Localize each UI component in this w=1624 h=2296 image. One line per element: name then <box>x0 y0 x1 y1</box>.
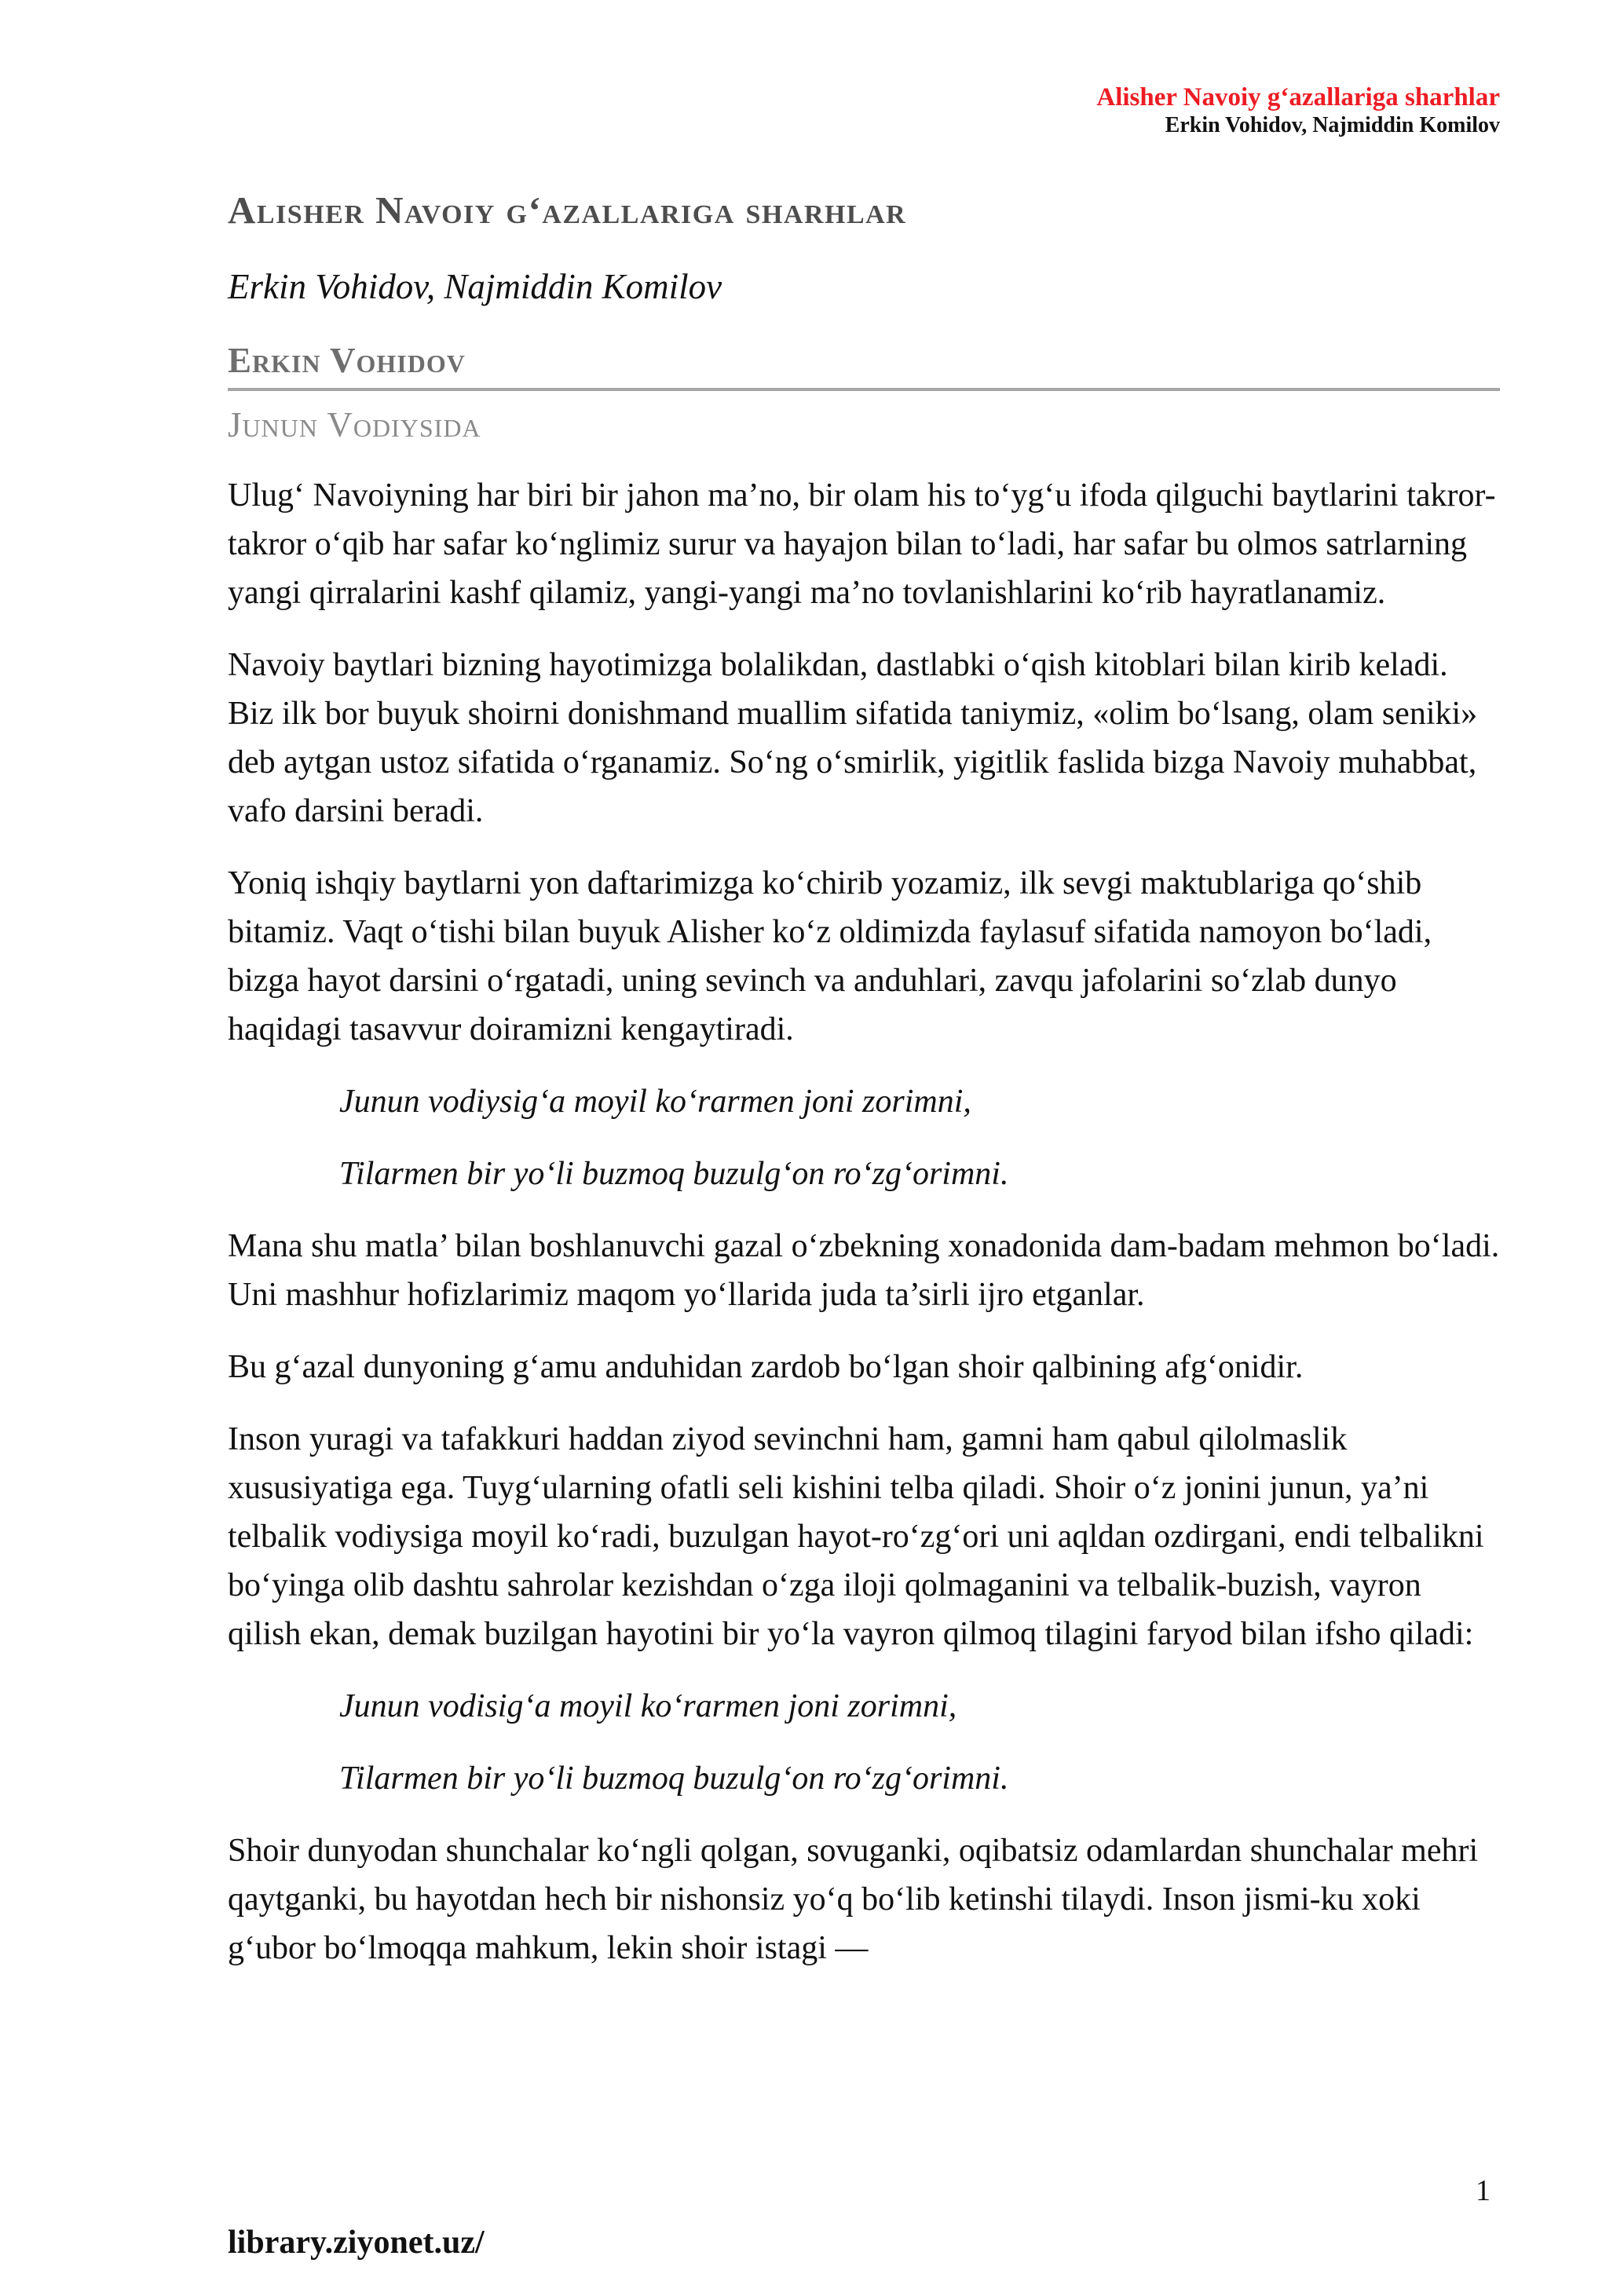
verse-quote-2 <box>228 1682 1500 1803</box>
running-header <box>228 83 1500 138</box>
verse-quote-1 <box>228 1077 1500 1198</box>
body-paragraph: Yoniq ishqiy baytlarni yon daftarimizga ko‘chirib yozamiz, ilk sevgi maktublariga qo‘shib bitamiz. Vaqt o‘tishi bilan buyuk Alisher ko‘z oldimizda faylasuf sifatida namoyon bo‘ladi, bizga hayot darsini o‘rgatadi, uning sevinch va anduhlari, zavqu jafolarini so‘zlab dunyo haqidagi tasavvur doiramizni kengaytiradi. <box>228 865 1432 1047</box>
body-paragraph: Ulug‘ Navoiyning har biri bir jahon ma’no, bir olam his to‘yg‘u ifoda qilguchi baytlarini takror-takror o‘qib har safar ko‘nglimiz surur va hayajon bilan to‘ladi, har safar bu olmos satrlarning yangi qirralarini kashf qilamiz, yangi-yangi ma’no tovlanishlarini ko‘rib hayratlanamiz. <box>228 477 1496 611</box>
footer-site-url[interactable]: library.ziyonet.uz/ <box>228 2225 485 2261</box>
body-paragraph: Navoiy baytlari bizning hayotimizga bolalikdan, dastlabki o‘qish kitoblari bilan kirib keladi. Biz ilk bor buyuk shoirni donishmand muallim sifatida taniymiz, «olim bo‘lsang, olam seniki» deb aytgan ustoz sifatida o‘rganamiz. So‘ng o‘smirlik, yigitlik faslida bizga Navoiy muhabbat, vafo darsini beradi. <box>228 646 1478 829</box>
page-number: 1 <box>1476 2174 1490 2207</box>
chapter-heading: Junun Vodiysida <box>228 404 481 444</box>
document-byline: Erkin Vohidov, Najmiddin Komilov <box>228 267 722 307</box>
verse-line: Junun vodiysig‘a moyil ko‘rarmen joni zorimni, <box>339 1083 971 1120</box>
author-section-heading: Erkin Vohidov <box>228 341 1500 391</box>
running-header-authors: Erkin Vohidov, Najmiddin Komilov <box>1165 112 1500 137</box>
body-paragraph: Inson yuragi va tafakkuri haddan ziyod sevinchni ham, gamni ham qabul qilolmaslik xususiyatiga ega. Tuyg‘ularning ofatli seli kishini telba qiladi. Shoir o‘z jonini junun, ya’ni telbalik vodiysiga moyil ko‘radi, buzulgan hayot-ro‘zg‘ori uni aqldan ozdirgani, endi telbalikni bo‘yinga olib dashtu sahrolar kezishdan o‘zga iloji qolmaganini va telbalik-buzish, vayron qilish ekan, demak buzilgan hayotini bir yo‘la vayron qilmoq tilagini faryod bilan ifsho qiladi: <box>228 1420 1484 1652</box>
verse-line: Junun vodisig‘a moyil ko‘rarmen joni zorimni, <box>339 1687 957 1724</box>
document-title: Alisher Navoiy g‘azallariga sharhlar <box>228 188 907 232</box>
body-paragraph: Shoir dunyodan shunchalar ko‘ngli qolgan, sovuganki, oqibatsiz odamlardan shunchalar mehri qaytganki, bu hayotdan hech bir nishonsiz yo‘q bo‘lib ketinshi tilaydi. Inson jismi-ku xoki g‘ubor bo‘lmoqqa mahkum, lekin shoir istagi — <box>228 1832 1479 1966</box>
verse-line: Tilarmen bir yo‘li buzmoq buzulg‘on ro‘zg‘orimni. <box>339 1760 1009 1797</box>
running-header-title: Alisher Navoiy g‘azallariga sharhlar <box>1096 83 1500 112</box>
body-paragraph: Mana shu matla’ bilan boshlanuvchi gazal o‘zbekning xonadonida dam-badam mehmon bo‘ladi. Uni mashhur hofizlarimiz maqom yo‘llarida juda ta’sirli ijro etganlar. <box>228 1227 1500 1313</box>
verse-line: Tilarmen bir yo‘li buzmoq buzulg‘on ro‘zg‘orimni. <box>339 1155 1009 1192</box>
body-paragraph: Bu g‘azal dunyoning g‘amu anduhidan zardob bo‘lgan shoir qalbining afg‘onidir. <box>228 1348 1304 1385</box>
